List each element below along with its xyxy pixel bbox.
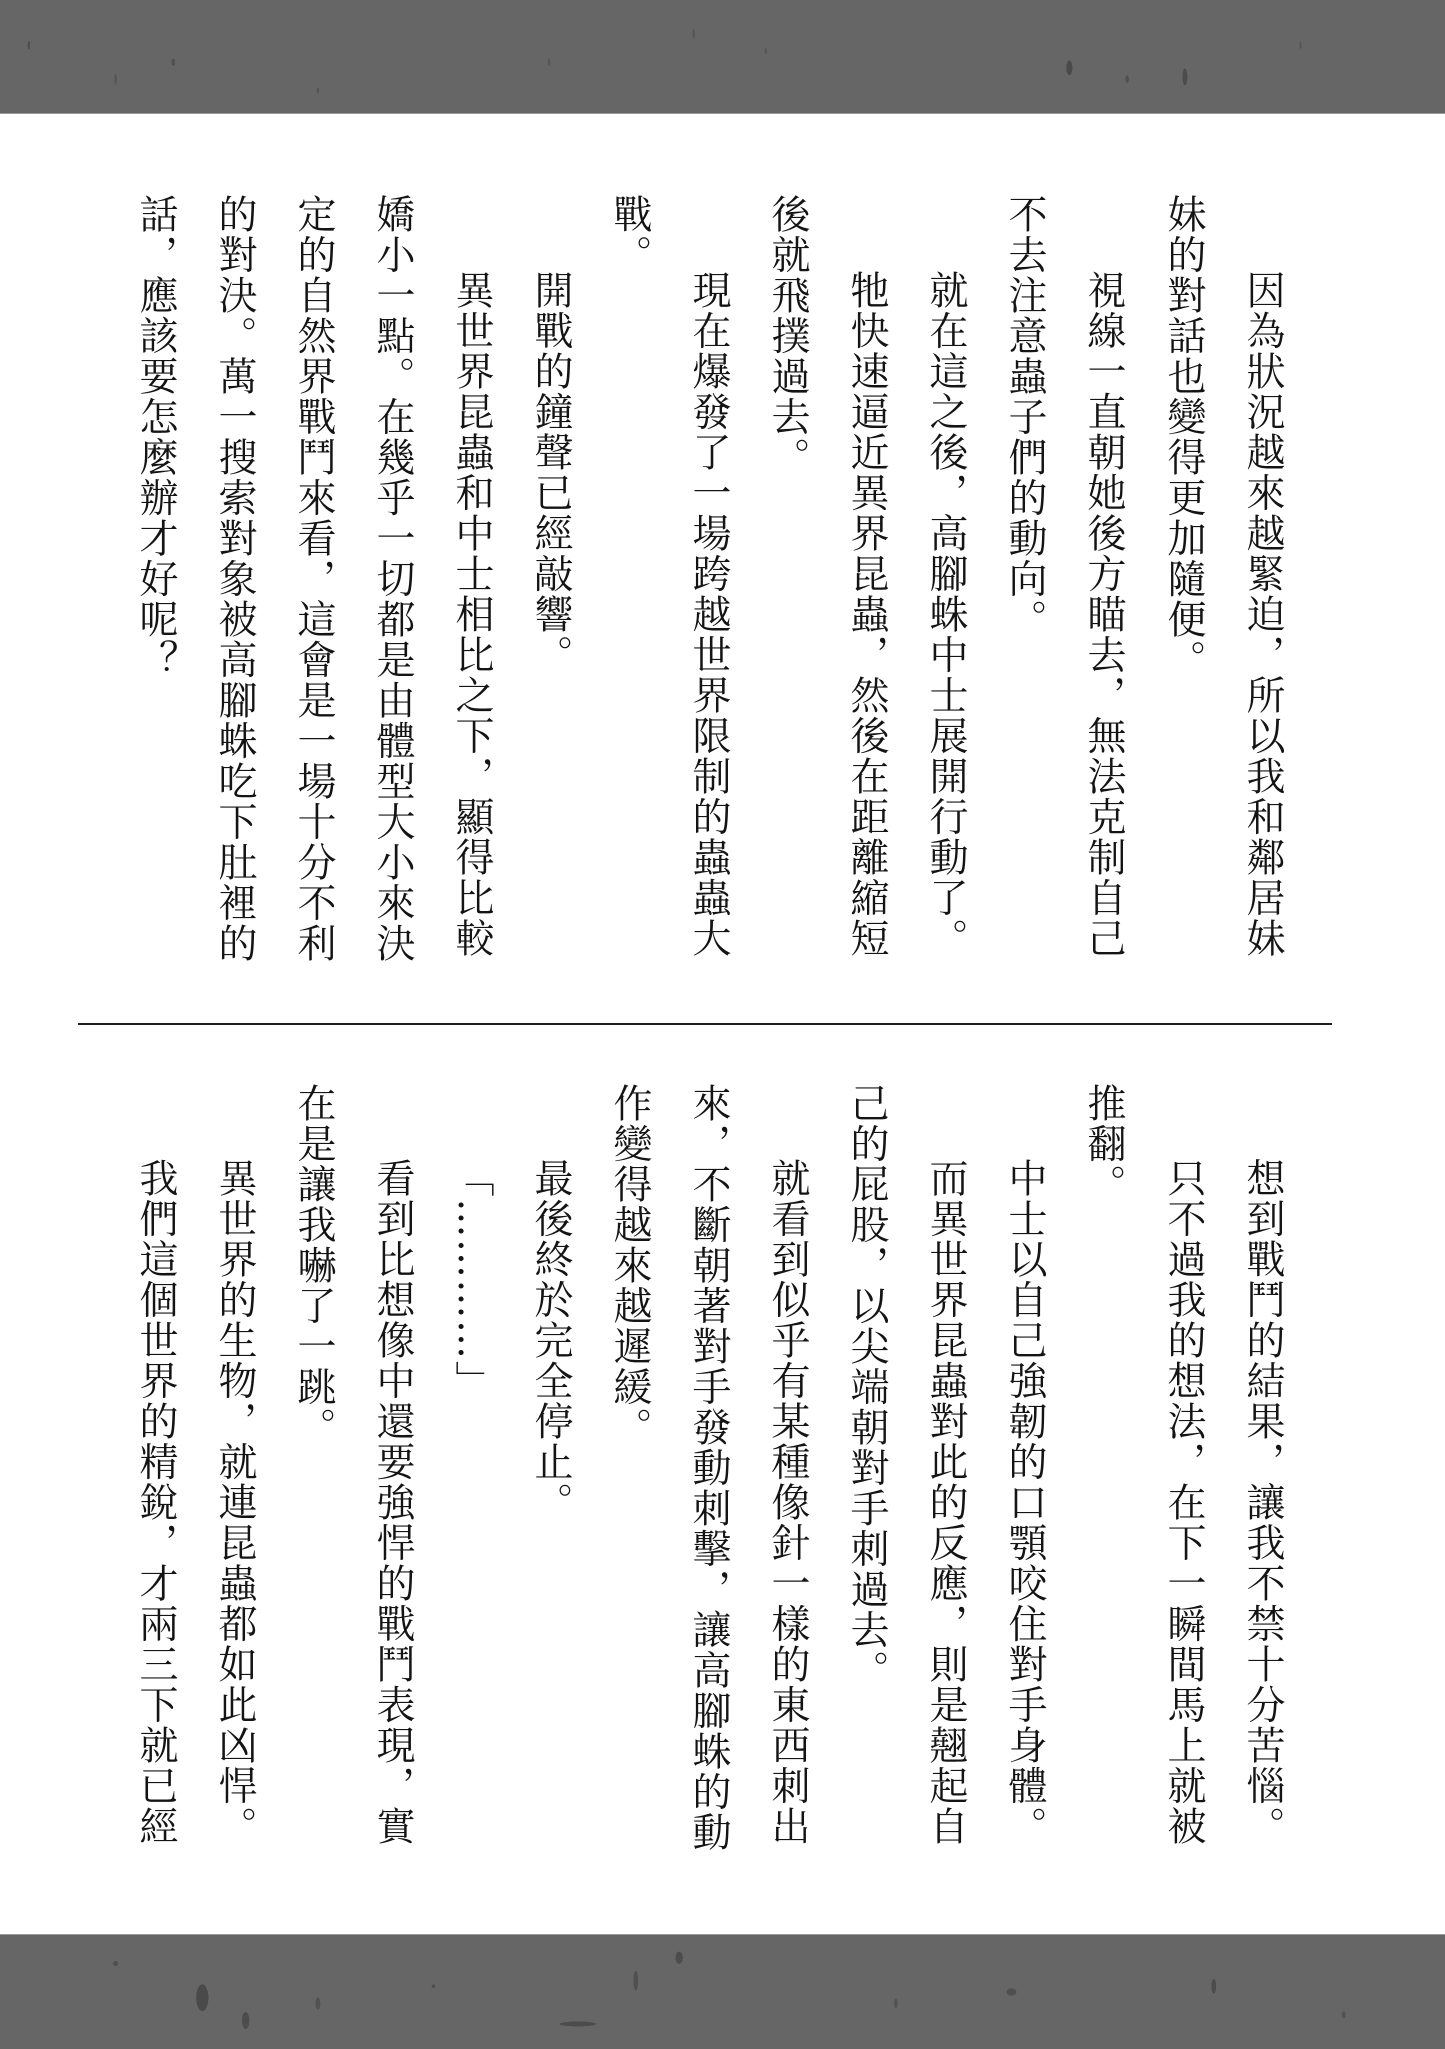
text-column: 話，應該要怎麼辦才好呢？ (133, 194, 178, 680)
text-column: 現在爆發了一場跨越世界限制的蟲蟲大 (686, 270, 731, 959)
text-column: 就看到似乎有某種像針一樣的東西刺出 (765, 1158, 810, 1847)
dialogue-ellipsis-column: 「…………」 (449, 1158, 494, 1401)
text-column: 嬌小一點。在幾乎一切都是由體型大小來決 (370, 194, 415, 964)
text-column: 的對決。萬一搜索對象被高腳蛛吃下肚裡的 (212, 194, 257, 964)
text-column: 作變得越來越遲緩。 (607, 1083, 652, 1448)
text-column: 異世界昆蟲和中士相比之下，顯得比較 (449, 270, 494, 959)
text-column: 因為狀況越來越緊迫，所以我和鄰居妹 (1240, 270, 1285, 959)
text-column: 就在這之後，高腳蛛中士展開行動了。 (923, 270, 968, 959)
text-column: 只不過我的想法，在下一瞬間馬上就被 (1161, 1158, 1206, 1847)
text-column: 看到比想像中還要強悍的戰鬥表現，實 (370, 1158, 415, 1847)
text-column: 在是讓我嚇了一跳。 (291, 1083, 336, 1448)
text-column: 想到戰鬥的結果，讓我不禁十分苦惱。 (1240, 1158, 1285, 1847)
text-column: 定的自然界戰鬥來看，這會是一場十分不利 (291, 194, 336, 964)
text-column: 而異世界昆蟲對此的反應，則是翹起自 (923, 1158, 968, 1847)
text-column: 中士以自己強韌的口顎咬住對手身體。 (1002, 1158, 1047, 1847)
text-column: 推翻。 (1081, 1083, 1126, 1205)
text-column: 後就飛撲過去。 (765, 194, 810, 478)
text-column: 異世界的生物，就連昆蟲都如此凶悍。 (212, 1158, 257, 1847)
text-column: 最後終於完全停止。 (528, 1158, 573, 1523)
section-divider (78, 1023, 1332, 1025)
text-column: 己的屁股，以尖端朝對手刺過去。 (844, 1083, 889, 1691)
text-column: 開戰的鐘聲已經敲響。 (528, 270, 573, 675)
text-column: 視線一直朝她後方瞄去，無法克制自己 (1081, 270, 1126, 959)
text-column: 妹的對話也變得更加隨便。 (1161, 194, 1206, 680)
text-column: 不去注意蟲子們的動向。 (1002, 194, 1047, 640)
top-scan-border (0, 0, 1445, 114)
text-column: 戰。 (607, 194, 652, 275)
bottom-scan-border (0, 1934, 1445, 2049)
text-column: 牠快速逼近異界昆蟲，然後在距離縮短 (844, 270, 889, 959)
text-column: 我們這個世界的精銳，才兩三下就已經 (133, 1158, 178, 1847)
text-column: 來，不斷朝著對手發動刺擊，讓高腳蛛的動 (686, 1083, 731, 1853)
